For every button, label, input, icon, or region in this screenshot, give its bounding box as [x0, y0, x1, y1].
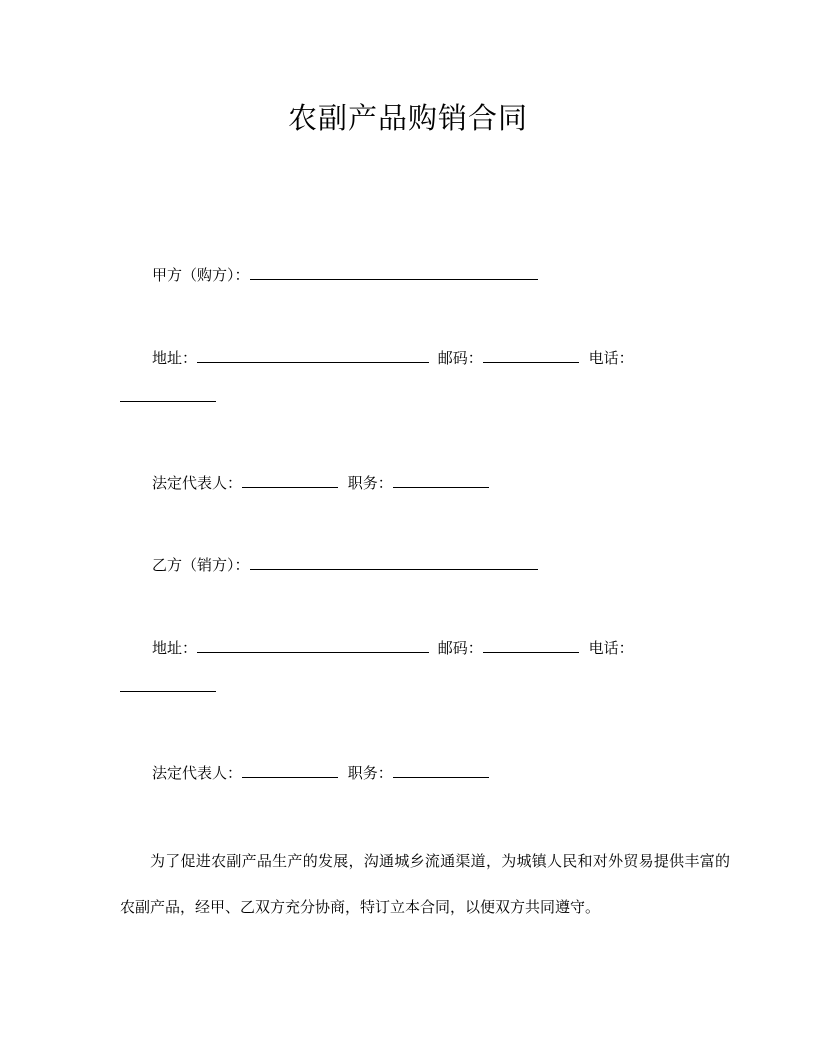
document-title: 农副产品购销合同: [287, 101, 528, 135]
party-b-phone-field[interactable]: [120, 674, 216, 692]
party-a-position-label: 职务：: [347, 474, 393, 492]
party-b-position-field[interactable]: [393, 760, 489, 778]
party-b-phone-label: 电话：: [588, 639, 634, 657]
party-a-phone-row: [120, 384, 216, 407]
party-a-address-label: 地址：: [152, 349, 198, 367]
party-b-contact-row: [152, 635, 634, 658]
party-a-rep-label: 法定代表人：: [152, 474, 243, 492]
party-b-address-field[interactable]: [197, 635, 429, 653]
party-b-rep-field[interactable]: [242, 760, 338, 778]
party-b-name-row: [152, 552, 538, 575]
party-a-rep-field[interactable]: [242, 470, 338, 488]
preamble-paragraph: 为了促进农副产品生产的发展，沟通城乡流通渠道，为城镇人民和对外贸易提供丰富的农副产品，经甲、乙双方充分协商，特订立本合同，以便双方共同遵守。: [120, 852, 730, 916]
party-b-rep-row: [152, 760, 489, 783]
party-b-zip-label: 邮码：: [437, 639, 483, 657]
party-a-zip-label: 邮码：: [437, 349, 483, 367]
party-a-rep-row: [152, 470, 489, 493]
party-a-name-row: [152, 262, 538, 285]
party-b-rep-label: 法定代表人：: [152, 764, 243, 782]
party-a-phone-label: 电话：: [588, 349, 634, 367]
party-b-zip-field[interactable]: [483, 635, 579, 653]
party-a-name-label: 甲方（购方）：: [152, 266, 250, 284]
party-b-name-label: 乙方（销方）：: [152, 556, 250, 574]
party-a-name-field[interactable]: [250, 262, 538, 280]
party-a-address-field[interactable]: [197, 345, 429, 363]
party-a-contact-row: [152, 345, 634, 368]
party-b-position-label: 职务：: [347, 764, 393, 782]
party-b-phone-row: [120, 674, 216, 697]
party-b-address-label: 地址：: [152, 639, 198, 657]
party-a-phone-field[interactable]: [120, 384, 216, 402]
party-b-name-field[interactable]: [250, 552, 538, 570]
party-a-position-field[interactable]: [393, 470, 489, 488]
party-a-zip-field[interactable]: [483, 345, 579, 363]
